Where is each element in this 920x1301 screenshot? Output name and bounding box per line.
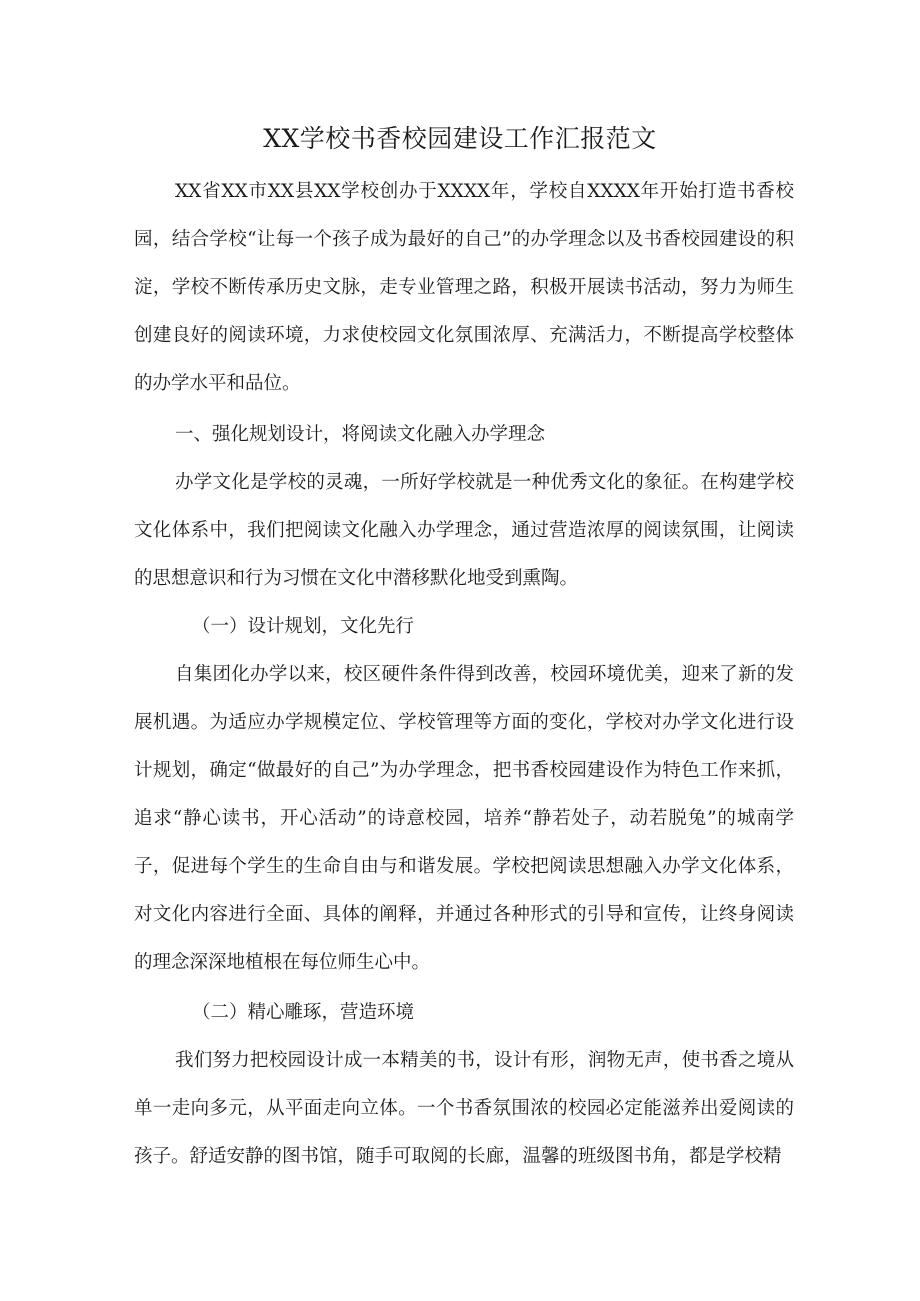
intro-paragraph: XX省XX市XX县XX学校创办于XXXX年，学校自XXXX年开始打造书香校园，结合学校“让每一个孩子成为最好的自己”的办学理念以及书香校园建设的积淀，学校不断传承历史文脉，走专业管理之路，积极开展读书活动，努力为师生创建良好的阅读环境，力求使校园文化氛围浓厚、充满活力，不断提高学校整体的办学水平和品位。 xyxy=(134,181,794,394)
subsection-1-paragraph: 自集团化办学以来，校区硬件条件得到改善，校园环境优美，迎来了新的发展机遇。为适应办学规模定位、学校管理等方面的变化，学校对办学文化进行设计规划，确定“做最好的自己”为办学理念，把书香校园建设作为特色工作来抓，追求“静心读书，开心活动”的诗意校园，培养“静若处子，动若脱兔”的城南学子，促进每个学生的生命自由与和谐发展。学校把阅读思想融入办学文化体系，对文化内容进行全面、具体的阐释，并通过各种形式的引导和宣传，让终身阅读的理念深深地植根在每位师生心中。 xyxy=(134,664,794,973)
subsection-heading-2: （二）精心雕琢，营造环境 xyxy=(192,1002,415,1023)
subsection-heading-1: （一）设计规划，文化先行 xyxy=(192,616,415,637)
section-heading-1: 一、强化规划设计，将阅读文化融入办学理念 xyxy=(175,424,546,445)
section-1-paragraph: 办学文化是学校的灵魂，一所好学校就是一种优秀文化的象征。在构建学校文化体系中，我们把阅读文化融入办学理念，通过营造浓厚的阅读氛围，让阅读的思想意识和行为习惯在文化中潜移默化地受到熏陶。 xyxy=(134,472,794,589)
document-title: XX学校书香校园建设工作汇报范文 xyxy=(263,124,657,153)
subsection-2-paragraph: 我们努力把校园设计成一本精美的书，设计有形，润物无声，使书香之境从单一走向多元，从平面走向立体。一个书香氛围浓的校园必定能滋养出爱阅读的孩子。舒适安静的图书馆，随手可取阅的长廊，温馨的班级图书角，都是学校精 xyxy=(134,1050,794,1167)
